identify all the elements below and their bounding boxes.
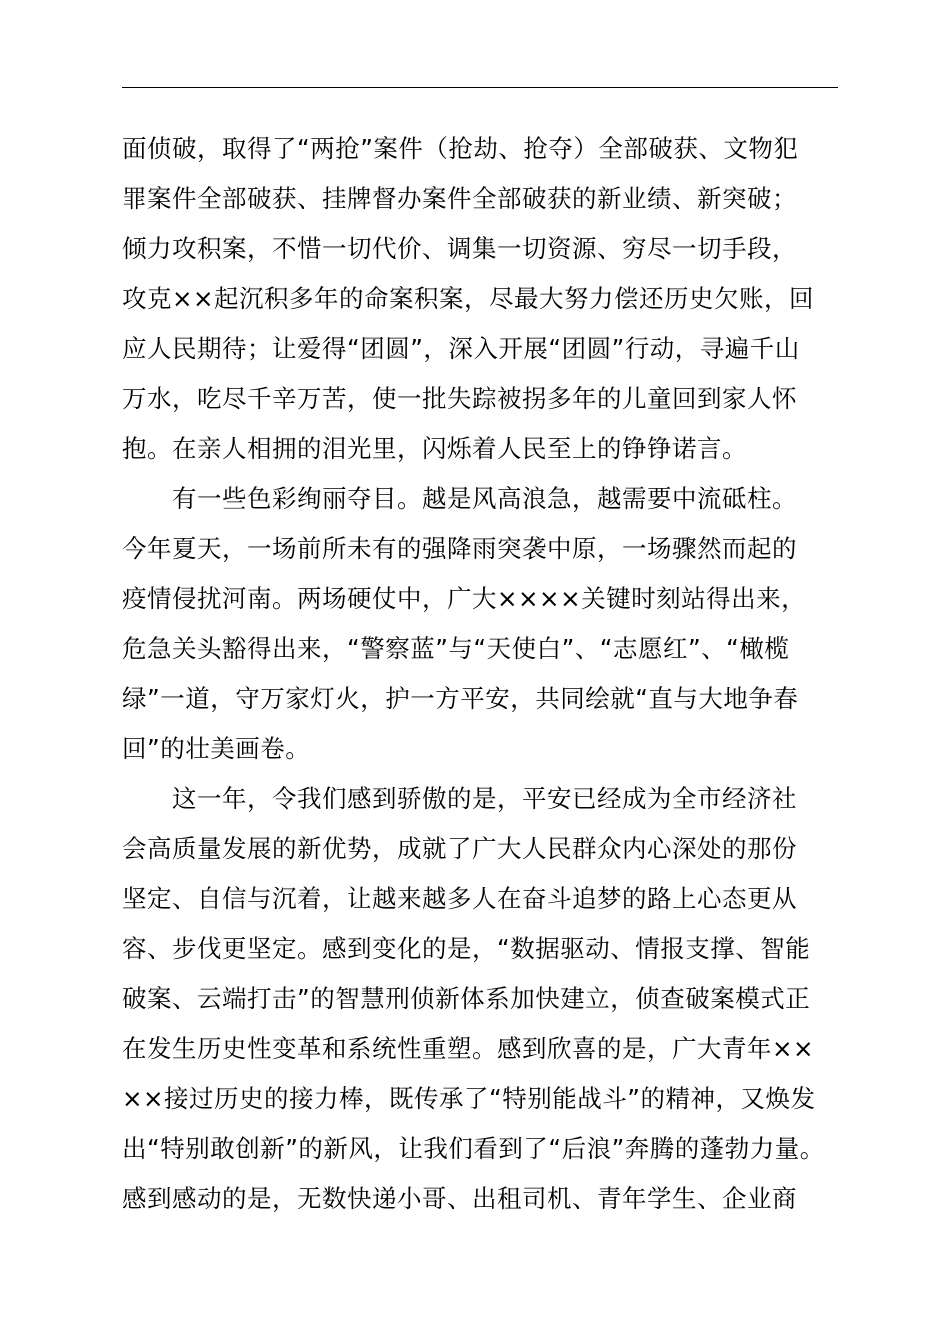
text-line: 倾力攻积案，不惜一切代价、调集一切资源、穷尽一切手段， (122, 234, 797, 263)
header-rule (122, 87, 838, 88)
text-line: 攻克××起沉积多年的命案积案，尽最大努力偿还历史欠账，回 (122, 284, 815, 313)
text-line: 回”的壮美画卷。 (122, 734, 311, 763)
text-line: 今年夏天，一场前所未有的强降雨突袭中原，一场骤然而起的 (122, 534, 797, 563)
text-line: 出“特别敢创新”的新风，让我们看到了“后浪”奔腾的蓬勃力量。 (122, 1134, 825, 1163)
text-line: ××接过历史的接力棒，既传承了“特别能战斗”的精神，又焕发 (122, 1084, 816, 1113)
text-line: 危急关头豁得出来，“警察蓝”与“天使白”、“志愿红”、“橄榄 (122, 634, 790, 663)
text-line: 绿”一道，守万家灯火，护一方平安，共同绘就“直与大地争春 (122, 684, 799, 713)
text-line: 抱。在亲人相拥的泪光里，闪烁着人民至上的铮铮诺言。 (122, 434, 747, 463)
text-line: 破案、云端打击”的智慧刑侦新体系加快建立，侦查破案模式正 (122, 984, 811, 1013)
text-line: 会高质量发展的新优势，成就了广大人民群众内心深处的那份 (122, 834, 797, 863)
text-line: 应人民期待；让爱得“团圆”，深入开展“团圆”行动，寻遍千山 (122, 334, 800, 363)
text-line: 坚定、自信与沉着，让越来越多人在奋斗追梦的路上心态更从 (122, 884, 797, 913)
text-line: 疫情侵扰河南。两场硬仗中，广大××××关键时刻站得出来， (122, 584, 807, 613)
text-line: 在发生历史性变革和系统性重塑。感到欣喜的是，广大青年×× (122, 1034, 815, 1063)
text-line: 感到感动的是，无数快递小哥、出租司机、青年学生、企业商 (122, 1184, 797, 1213)
document-body (122, 124, 838, 1224)
paragraph-start-line: 有一些色彩绚丽夺目。越是风高浪急，越需要中流砥柱。 (172, 484, 797, 513)
text-line: 容、步伐更坚定。感到变化的是，“数据驱动、情报支撑、智能 (122, 934, 811, 963)
text-line: 罪案件全部破获、挂牌督办案件全部破获的新业绩、新突破； (122, 184, 797, 213)
text-line: 万水，吃尽千辛万苦，使一批失踪被拐多年的儿童回到家人怀 (122, 384, 797, 413)
paragraph-start-line: 这一年，令我们感到骄傲的是，平安已经成为全市经济社 (172, 784, 797, 813)
text-line: 面侦破，取得了“两抢”案件（抢劫、抢夺）全部破获、文物犯 (122, 134, 799, 163)
